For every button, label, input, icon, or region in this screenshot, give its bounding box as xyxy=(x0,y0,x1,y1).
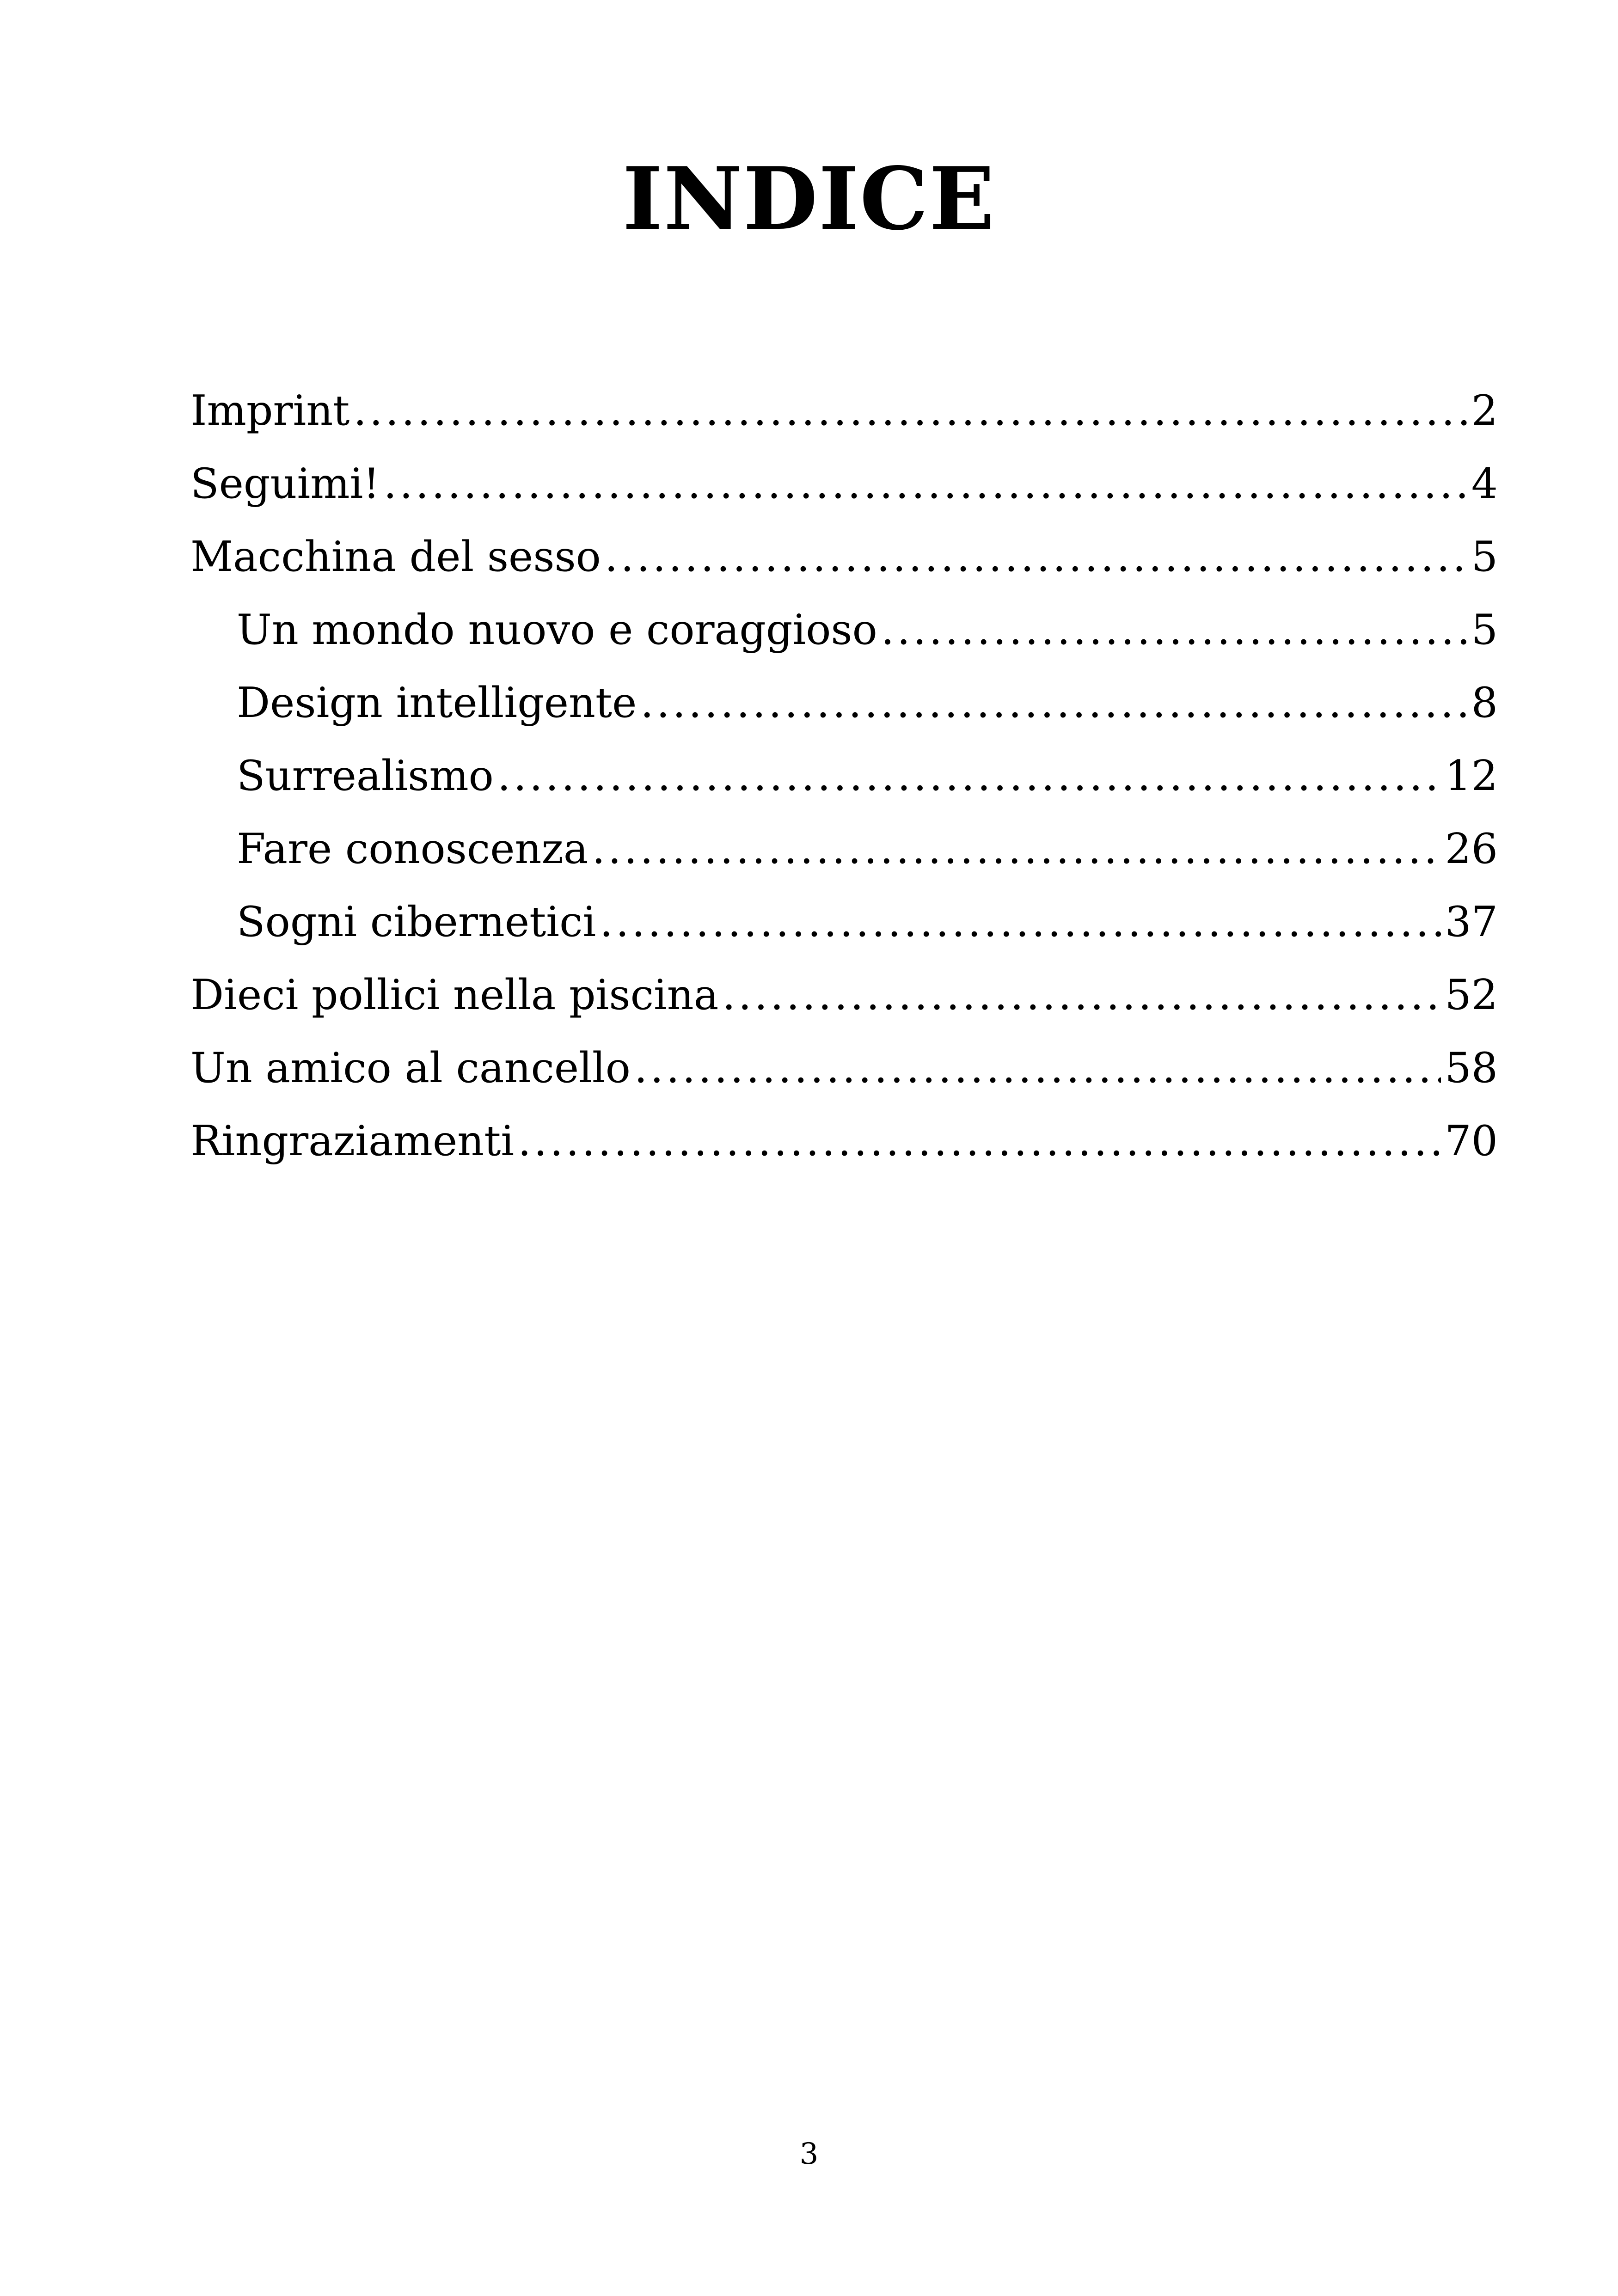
toc-entry[interactable] xyxy=(190,447,1498,520)
toc-entry-label: Fare conoscenza xyxy=(237,825,588,873)
toc-dot-leader xyxy=(518,1105,1441,1178)
toc-entry-page: 2 xyxy=(1471,386,1498,435)
toc-dot-leader xyxy=(605,520,1468,594)
toc-entry-page: 8 xyxy=(1471,679,1498,727)
toc-entry-label: Surrealismo xyxy=(237,752,494,800)
table-of-contents xyxy=(190,374,1498,1178)
toc-entry[interactable] xyxy=(190,374,1498,447)
toc-entry-page: 4 xyxy=(1471,459,1498,508)
toc-entry[interactable] xyxy=(190,1105,1498,1178)
toc-entry-page: 5 xyxy=(1471,606,1498,654)
toc-dot-leader xyxy=(634,1032,1441,1105)
toc-entry[interactable] xyxy=(190,520,1498,594)
toc-dot-leader xyxy=(881,594,1468,667)
toc-entry-page: 37 xyxy=(1445,898,1498,946)
toc-entry-page: 12 xyxy=(1445,752,1498,800)
toc-entry-label: Design intelligente xyxy=(237,679,637,727)
toc-entry-page: 70 xyxy=(1445,1117,1498,1165)
toc-entry-page: 52 xyxy=(1445,971,1498,1019)
toc-entry-label: Un mondo nuovo e coraggioso xyxy=(237,606,877,654)
toc-dot-leader xyxy=(592,813,1441,886)
toc-dot-leader xyxy=(497,740,1441,813)
toc-subentry[interactable] xyxy=(190,740,1498,813)
toc-subentry[interactable] xyxy=(190,813,1498,886)
toc-entry-label: Imprint xyxy=(190,386,350,435)
toc-dot-leader xyxy=(640,667,1467,740)
toc-dot-leader xyxy=(353,374,1467,447)
toc-entry[interactable] xyxy=(190,1032,1498,1105)
toc-entry-page: 26 xyxy=(1445,825,1498,873)
toc-dot-leader xyxy=(600,886,1441,959)
toc-entry-page: 58 xyxy=(1445,1044,1498,1092)
toc-entry-label: Sogni cibernetici xyxy=(237,898,596,946)
toc-dot-leader xyxy=(384,447,1468,520)
toc-entry-label: Un amico al cancello xyxy=(190,1044,631,1092)
toc-entry[interactable] xyxy=(190,959,1498,1032)
toc-subentry[interactable] xyxy=(190,886,1498,959)
toc-entry-label: Dieci pollici nella piscina xyxy=(190,971,719,1019)
toc-subentry[interactable] xyxy=(190,667,1498,740)
toc-entry-label: Seguimi! xyxy=(190,459,380,508)
toc-entry-page: 5 xyxy=(1471,533,1498,581)
toc-entry-label: Ringraziamenti xyxy=(190,1117,515,1165)
toc-subentry[interactable] xyxy=(190,594,1498,667)
toc-entry-label: Macchina del sesso xyxy=(190,533,601,581)
page-number: 3 xyxy=(799,2137,819,2171)
toc-dot-leader xyxy=(722,959,1441,1032)
page-title: INDICE xyxy=(622,148,996,249)
